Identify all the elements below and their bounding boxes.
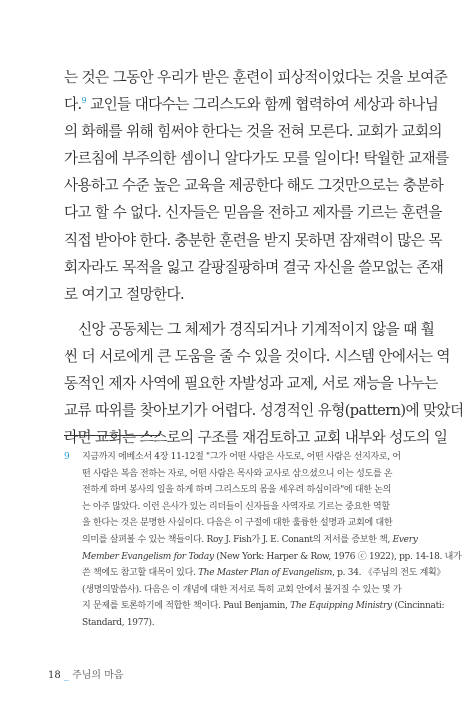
body-line: 동적인 제자 사역에 필요한 자발성과 교제, 서로 재능을 나누는 bbox=[64, 375, 438, 393]
footnote-line: 는 아주 많았다. 이런 은사가 있는 리더들이 신자들을 사역자로 기르는 중요한 역할 bbox=[82, 501, 390, 512]
footnote-line: 쓴 책에도 참고할 대목이 있다. The Master Plan of Evangelism, p. 34. 《주님의 전도 계획》 bbox=[82, 568, 446, 579]
footer-separator: _ bbox=[63, 670, 69, 681]
footnote-line: 전하게 하며 봉사의 일을 하게 하며 그리스도의 몸을 세우려 하심이라"에 대한 논의 bbox=[82, 485, 392, 496]
body-line: 회자라도 목적을 잃고 갈팡질팡하며 결국 자신을 쓸모없는 존재 bbox=[64, 258, 444, 276]
body-line: 신앙 공동체는 그 체제가 경직되거나 기계적이지 않을 때 훨 bbox=[78, 320, 435, 338]
footnote-divider bbox=[64, 435, 160, 436]
body-line: 사용하고 수준 높은 교육을 제공한다 해도 그것만으로는 충분하 bbox=[64, 177, 444, 195]
body-line: 는 것은 그동안 우리가 받은 훈련이 피상적이었다는 것을 보여준 bbox=[64, 69, 448, 86]
running-title: 주님의 마음 bbox=[72, 670, 124, 681]
body-line: 가르침에 부주의한 셈이니 알다가도 모를 일이다! 탁월한 교재를 bbox=[64, 150, 449, 168]
body-line: 교류 따위를 찾아보기가 어렵다. 성경적인 유형(pattern)에 맞았더 bbox=[64, 402, 464, 420]
page-footer bbox=[48, 666, 124, 681]
body-line: 다.$^9$ 교인들 대다수는 그리스도와 함께 협력하여 세상과 하나님 bbox=[64, 96, 439, 114]
body-line: 의 화해를 위해 힘써야 한다는 것을 전혀 모른다. 교회가 교회의 bbox=[64, 123, 442, 141]
footnote-line: Member Evangelism for Today (New York: Harper & Row, 1976 ⓒ 1922), pp. 14-18. 내가 bbox=[82, 551, 462, 562]
footnote-line: 지금까지 에베소서 4장 11-12절 "그가 어떤 사람은 사도로, 어떤 사람은 선지자로, 어 bbox=[82, 452, 401, 462]
book-title-master-plan: The Master Plan of Evangelism bbox=[198, 568, 333, 579]
footnote-line: (생명의말씀사). 다음은 이 개념에 대한 저서로 특히 교회 안에서 불거질 수 있는 몇 가 bbox=[82, 584, 402, 595]
body-line: 씬 더 서로에게 큰 도움을 줄 수 있을 것이다. 시스템 안에서는 역 bbox=[64, 347, 450, 365]
book-title-member-evangelism: Member Evangelism for Today bbox=[82, 551, 214, 562]
book-title-equipping-ministry: The Equipping Ministry bbox=[290, 601, 392, 612]
body-line: 다고 할 수 없다. 신자들은 믿음을 전하고 제자를 기르는 훈련을 bbox=[64, 204, 442, 222]
body-line: 라면 교회는 스스로의 구조를 재검토하고 교회 내부와 성도의 일 bbox=[64, 429, 448, 447]
footnote bbox=[64, 449, 462, 632]
body-line: 로 여기고 절망한다. bbox=[64, 285, 185, 303]
body-text bbox=[64, 64, 464, 451]
page-number: 18 bbox=[48, 670, 61, 681]
footnote-number: 9 bbox=[64, 452, 70, 462]
footnote-line: 을 한다는 것은 분명한 사실이다. 다음은 이 구절에 대한 훌륭한 설명과 교회에 대한 bbox=[82, 518, 393, 529]
footnote-line: 지 문제를 토론하기에 적합한 책이다. Paul Benjamin, The Equipping Ministry (Cincinnati: bbox=[82, 601, 445, 612]
body-line: 직접 받아야 한다. 충분한 훈련을 받지 못하면 잠재력이 많은 목 bbox=[64, 231, 442, 249]
footnote-line: 떤 사람은 복음 전하는 자로, 어떤 사람은 목사와 교사로 삼으셨으니 이는 성도를 온 bbox=[82, 468, 393, 479]
footnote-line: 의미를 살펴볼 수 있는 책들이다. Roy J. Fish가 J. E. Conant의 저서를 증보한 책, Every bbox=[82, 534, 418, 545]
footnote-line: Standard, 1977). bbox=[82, 617, 155, 628]
footnote-marker[interactable]: 9 bbox=[81, 96, 87, 106]
